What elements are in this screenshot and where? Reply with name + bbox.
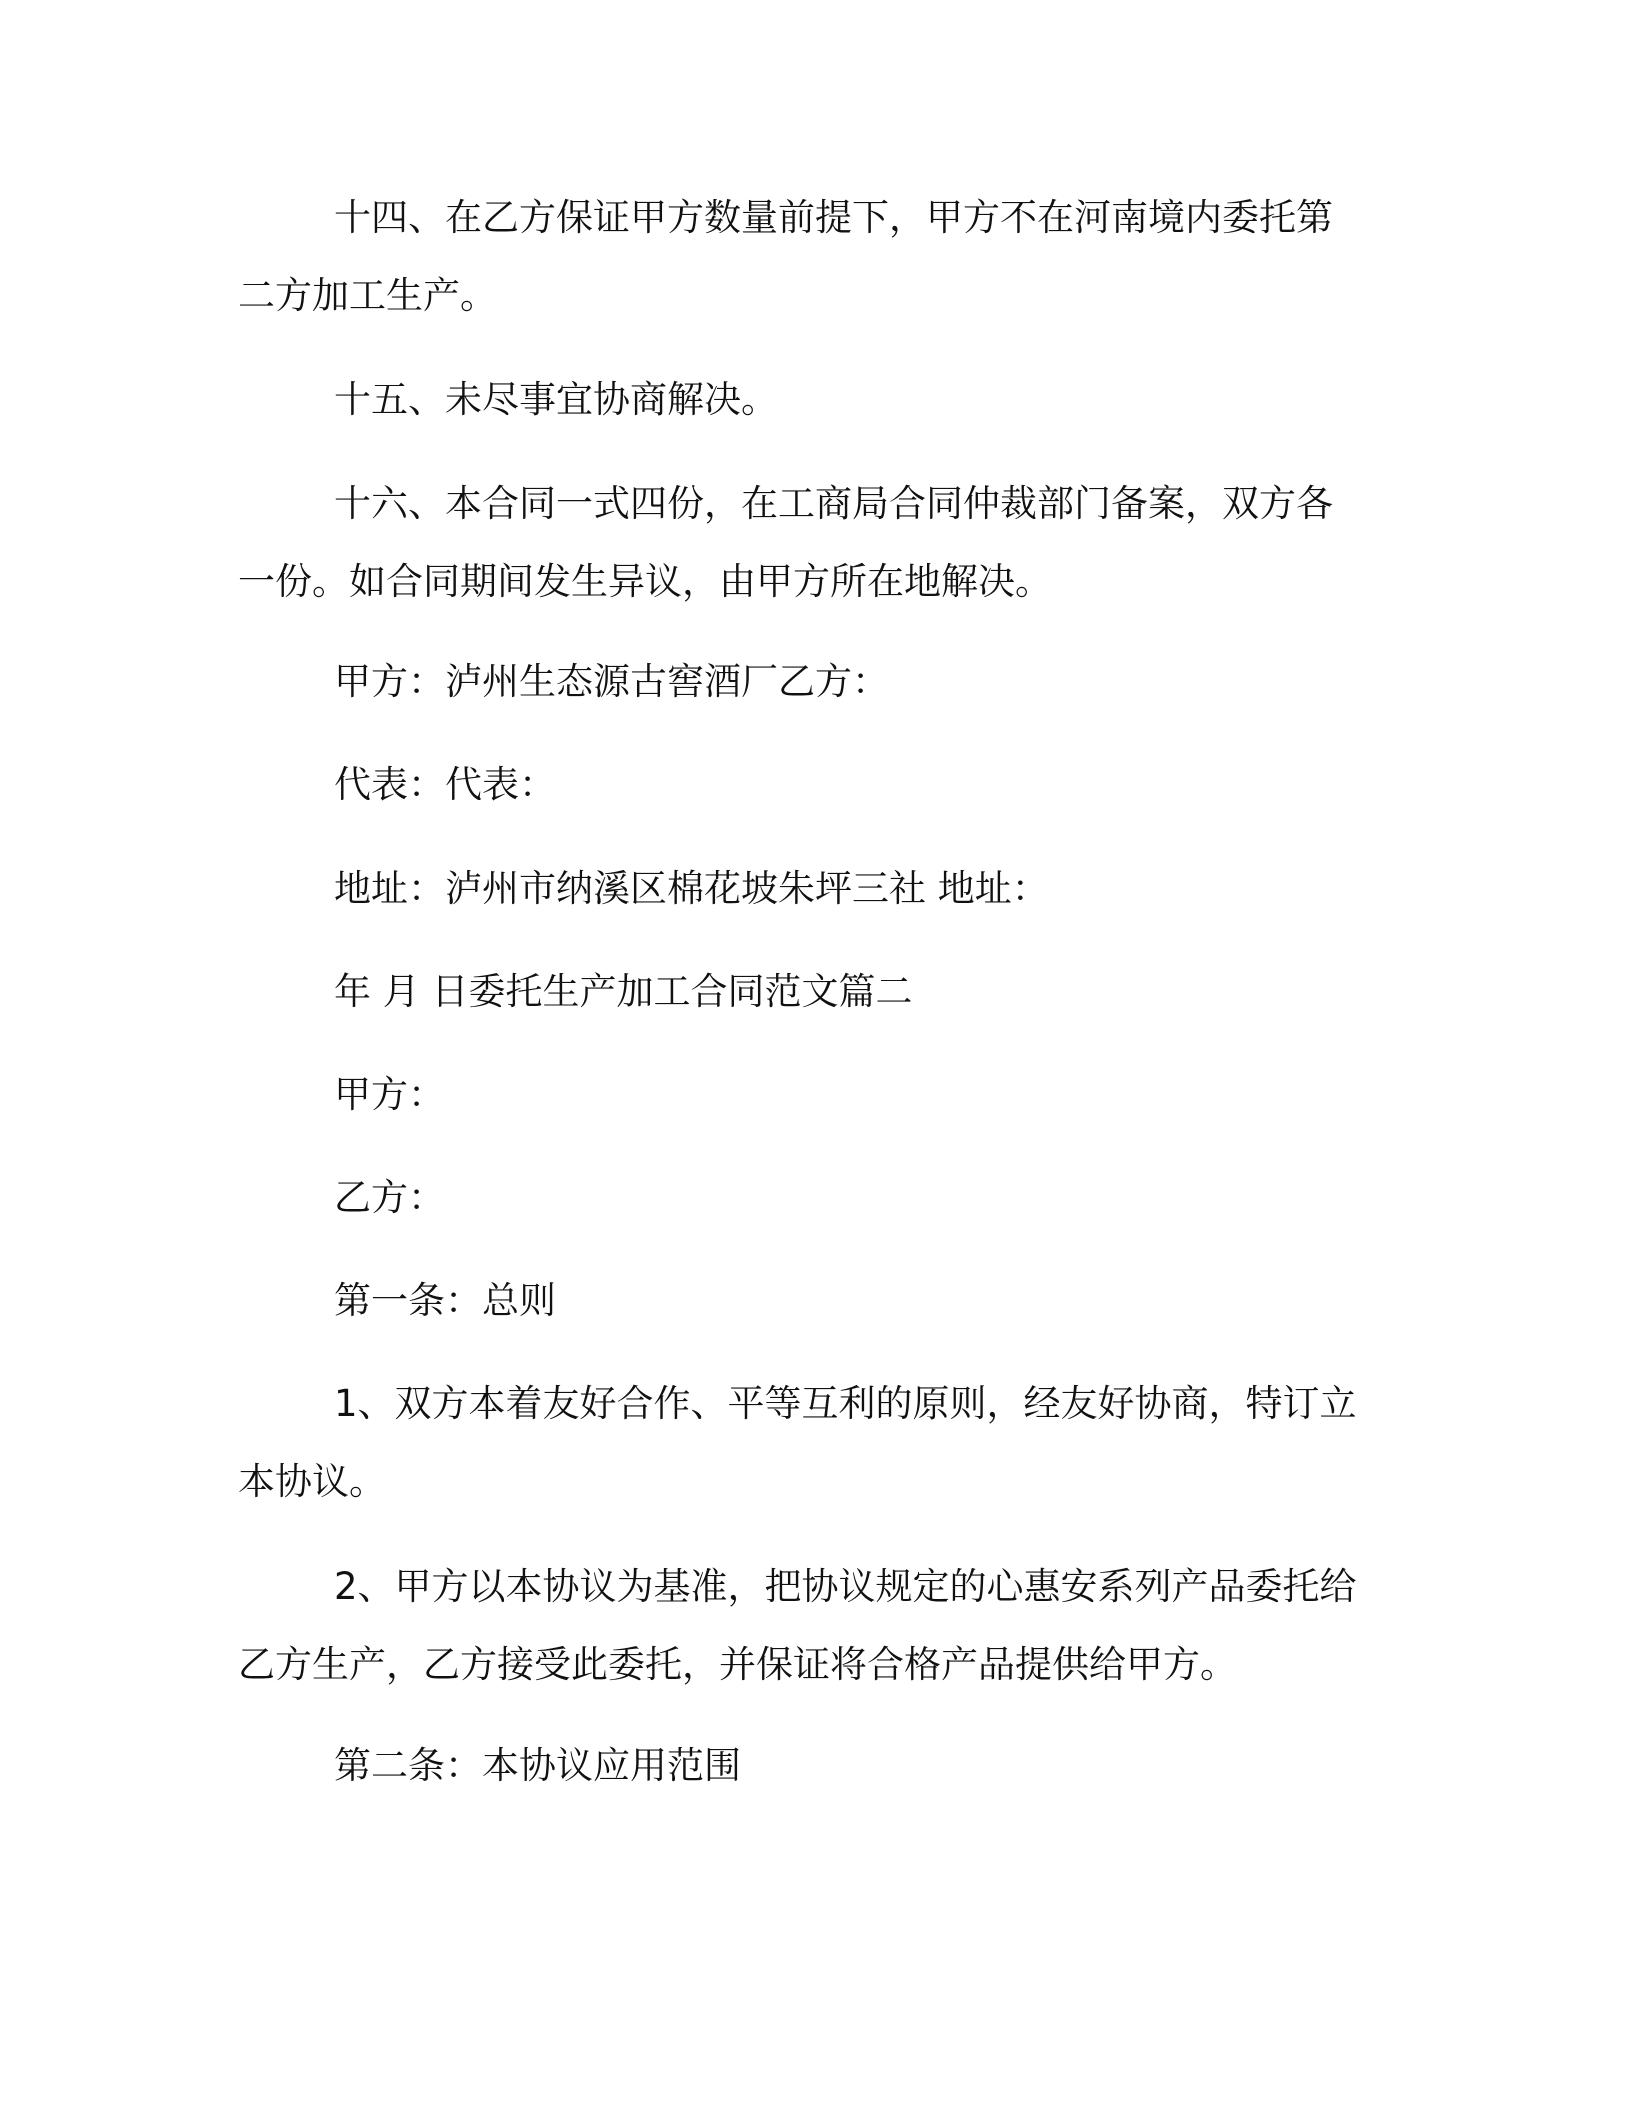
paragraph-article-16: 十六、本合同一式四份，在工商局合同仲裁部门备案，双方各一份。如合同期间发生异议，由甲方所在地解决。 (238, 482, 1333, 603)
date-and-title-line: 年 月 日委托生产加工合同范文篇二 (334, 970, 913, 1013)
paragraph-article-14: 十四、在乙方保证甲方数量前提下，甲方不在河南境内委托第二方加工生产。 (238, 196, 1333, 317)
party-b-line: 乙方： (334, 1176, 445, 1219)
article-1-heading: 第一条：总则 (334, 1279, 556, 1322)
paragraph-article-15: 十五、未尽事宜协商解决。 (334, 378, 778, 421)
article-2-heading: 第二条：本协议应用范围 (334, 1744, 741, 1787)
party-a-line: 甲方： (334, 1073, 445, 1116)
address-line: 地址：泸州市纳溪区棉花坡朱坪三社 地址： (334, 867, 1049, 910)
article-1-clause-1: 1、双方本着友好合作、平等互利的原则，经友好协商，特订立本协议。 (238, 1382, 1357, 1503)
article-1-clause-2: 2、甲方以本协议为基准，把协议规定的心惠安系列产品委托给乙方生产，乙方接受此委托，并保证将合格产品提供给甲方。 (238, 1565, 1357, 1686)
party-a-b-line: 甲方：泸州生态源古窖酒厂乙方： (334, 660, 889, 703)
representative-line: 代表：代表： (334, 763, 556, 806)
